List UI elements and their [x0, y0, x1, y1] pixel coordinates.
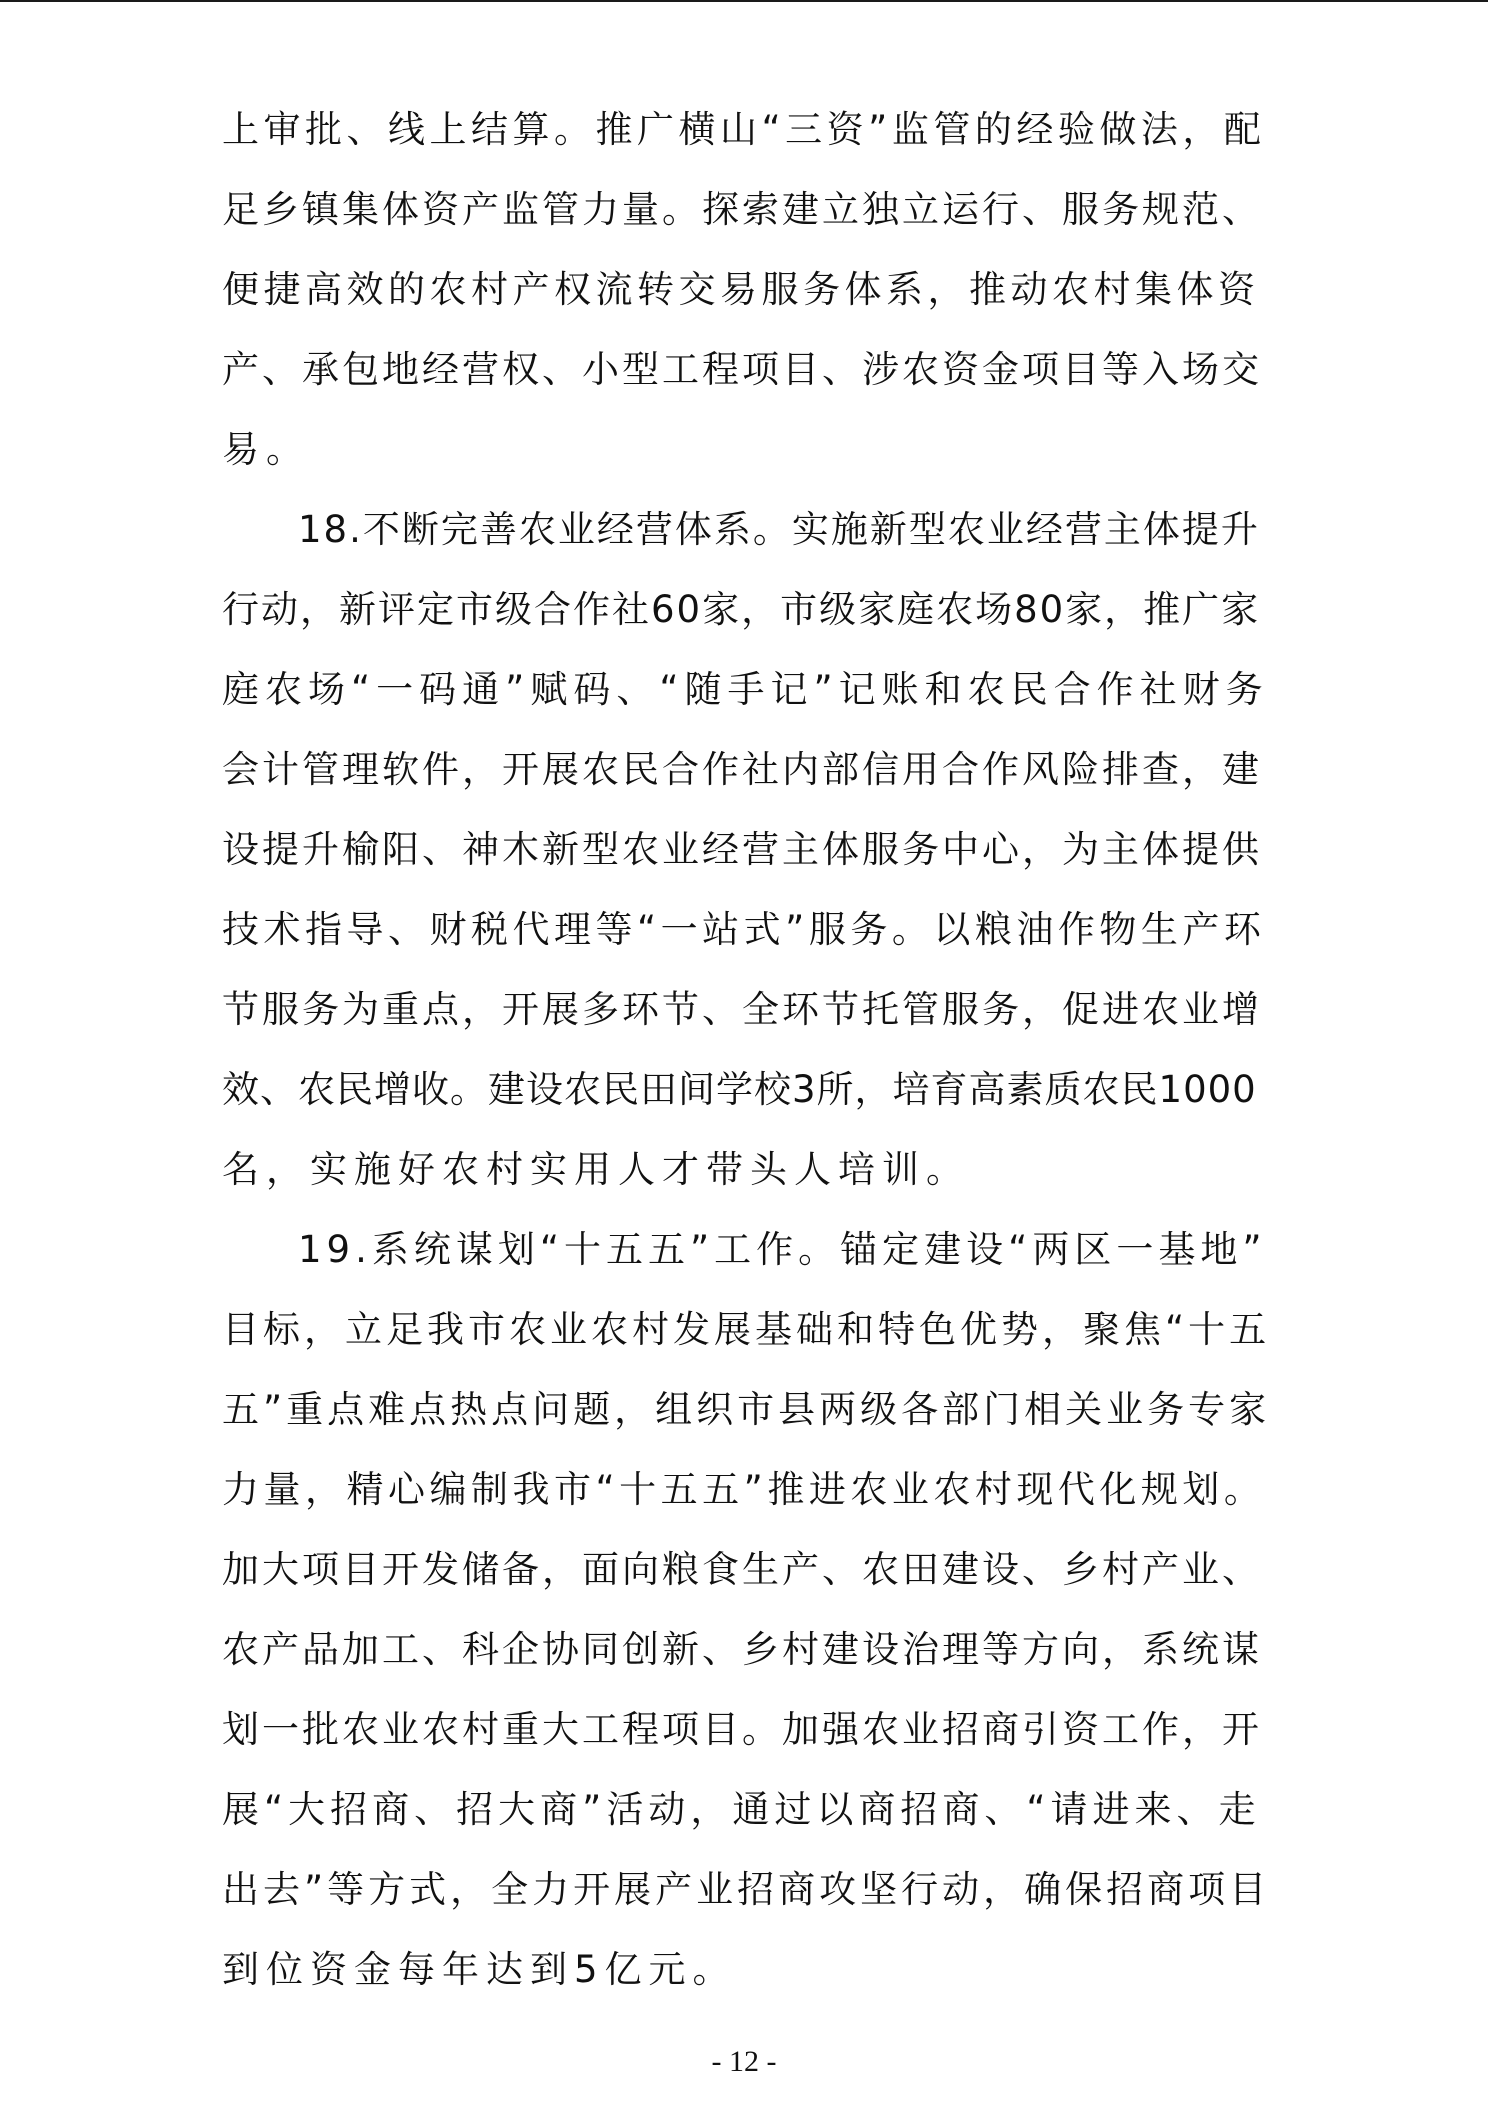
body-text-line: 效、农民增收。建设农民田间学校3所，培育高素质农民1000	[222, 1068, 1257, 1111]
paragraph-19-heading-line: 19.系统谋划“十五五”工作。锚定建设“两区一基地”	[298, 1228, 1267, 1271]
body-text-line: 行动，新评定市级合作社60家，市级家庭农场80家，推广家	[222, 588, 1261, 631]
body-text-line: 加大项目开发储备，面向粮食生产、农田建设、乡村产业、	[222, 1548, 1262, 1591]
body-text-line: 出去”等方式，全力开展产业招商攻坚行动，确保招商项目	[222, 1868, 1271, 1911]
body-text-line: 目标，立足我市农业农村发展基础和特色优势，聚焦“十五	[222, 1308, 1271, 1351]
body-text-line: 名，实施好农村实用人才带头人培训。	[222, 1148, 970, 1191]
page-number: - 12 -	[711, 2045, 777, 2078]
body-text-line: 节服务为重点，开展多环节、全环节托管服务，促进农业增	[222, 988, 1262, 1031]
body-text-line: 易。	[222, 428, 310, 471]
body-text-line: 庭农场“一码通”赋码、“随手记”记账和农民合作社财务	[222, 668, 1269, 711]
body-text-line: 五”重点难点热点问题，组织市县两级各部门相关业务专家	[222, 1388, 1271, 1431]
body-text-line: 便捷高效的农村产权流转交易服务体系，推动农村集体资	[222, 268, 1260, 311]
body-text-line: 足乡镇集体资产监管力量。探索建立独立运行、服务规范、	[222, 188, 1262, 231]
body-text-line: 力量，精心编制我市“十五五”推进农业农村现代化规划。	[222, 1468, 1266, 1511]
body-text-line: 农产品加工、科企协同创新、乡村建设治理等方向，系统谋	[222, 1628, 1262, 1671]
body-text-line: 上审批、线上结算。推广横山“三资”监管的经验做法，配	[222, 108, 1266, 151]
body-text-line: 会计管理软件，开展农民合作社内部信用合作风险排查，建	[222, 748, 1262, 791]
body-text-line: 产、承包地经营权、小型工程项目、涉农资金项目等入场交	[222, 348, 1262, 391]
body-text-line: 展“大招商、招大商”活动，通过以商招商、“请进来、走	[222, 1788, 1261, 1831]
body-text-line: 技术指导、财税代理等“一站式”服务。以粮油作物生产环	[222, 908, 1266, 951]
paragraph-18-heading-line: 18.不断完善农业经营体系。实施新型农业经营主体提升	[298, 508, 1260, 551]
body-text-line: 划一批农业农村重大工程项目。加强农业招商引资工作，开	[222, 1708, 1262, 1751]
body-text-line: 设提升榆阳、神木新型农业经营主体服务中心，为主体提供	[222, 828, 1262, 871]
body-text-line: 到位资金每年达到5亿元。	[222, 1948, 737, 1991]
